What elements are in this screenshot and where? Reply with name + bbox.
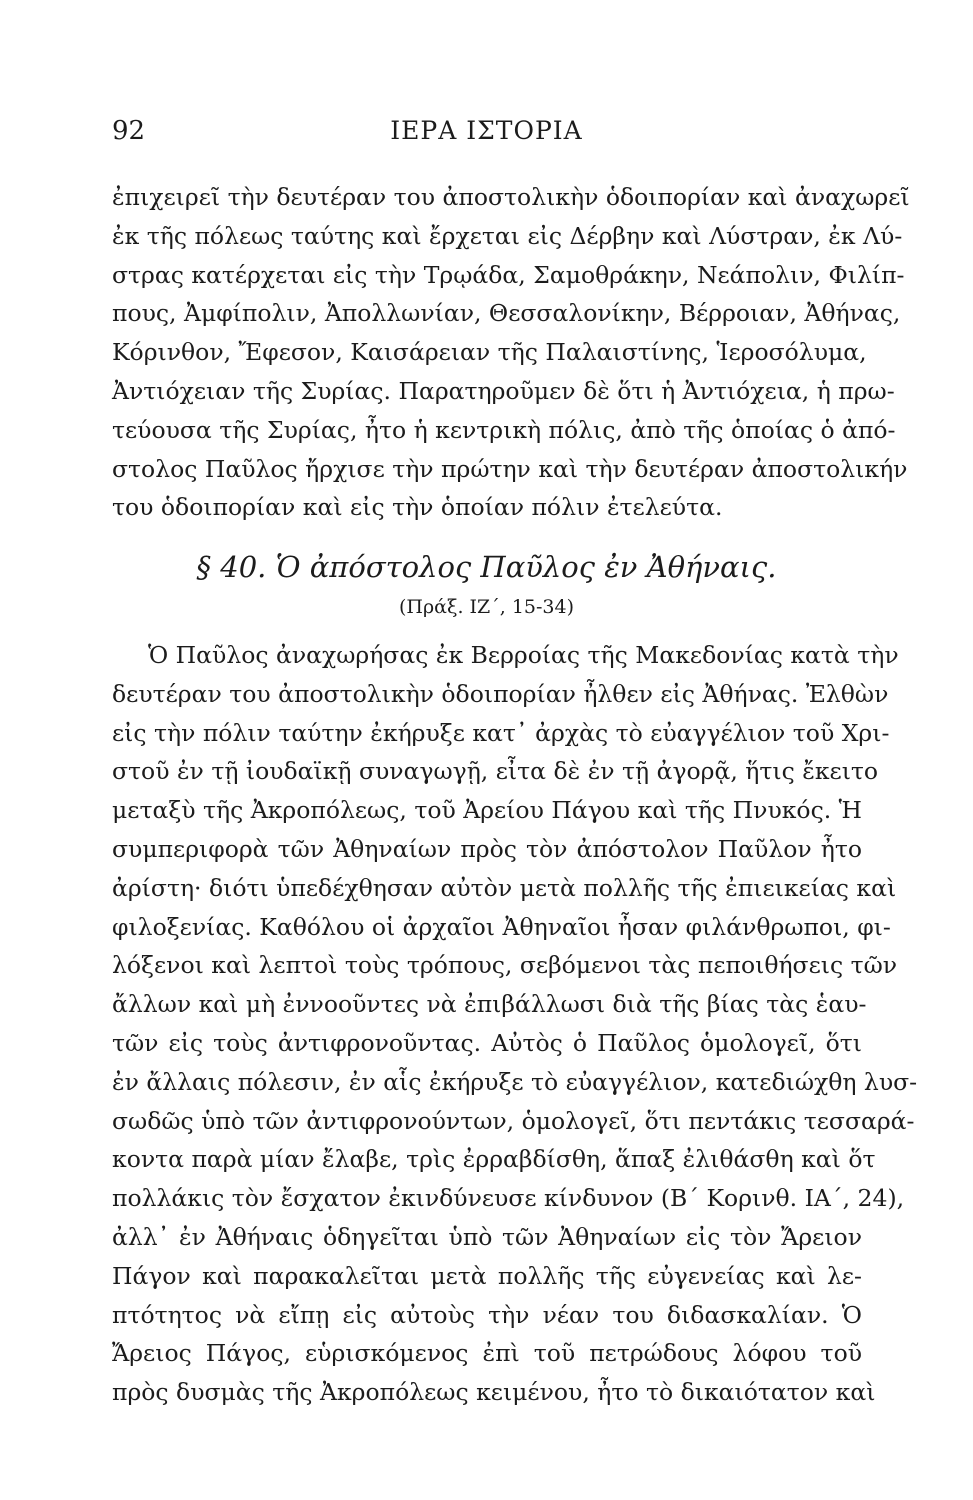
text-line: ἐκ τῆς πόλεως ταύτης καὶ ἔρχεται εἰς Δέρβην καὶ Λύστραν, ἐκ Λύ- bbox=[112, 221, 903, 250]
text-line: Κόρινθον, Ἔφεσον, Καισάρειαν τῆς Παλαιστίνης, Ἱεροσόλυμα, bbox=[112, 338, 867, 367]
text-line: πτότητος νὰ εἴπῃ εἰς αὐτοὺς τὴν νέαν του διδασκαλίαν. Ὁ bbox=[112, 1300, 862, 1329]
paragraph-2 bbox=[112, 636, 918, 1412]
text-line: Ὁ Παῦλος ἀναχωρήσας ἐκ Βερροίας τῆς Μακεδονίας κατὰ τὴν bbox=[148, 641, 899, 669]
page-header bbox=[0, 116, 973, 156]
text-line: λόξενοι καὶ λεπτοὶ τοὺς τρόπους, σεβόμενοι τὰς πεποιθήσεις τῶν bbox=[112, 951, 898, 980]
text-line: πους, Ἀμφίπολιν, Ἀπολλωνίαν, Θεσσαλονίκην, Βέρροιαν, Ἀθήνας, bbox=[112, 299, 901, 328]
text-line: τεύουσα τῆς Συρίας, ἦτο ἡ κεντρικὴ πόλις, ἀπὸ τῆς ὁποίας ὁ ἀπό- bbox=[112, 415, 896, 444]
text-line: Πάγον καὶ παρακαλεῖται μετὰ πολλῆς τῆς εὐγενείας καὶ λε- bbox=[112, 1261, 862, 1290]
text-line: εἰς τὴν πόλιν ταύτην ἐκήρυξε κατ᾽ ἀρχὰς τὸ εὐαγγέλιον τοῦ Χρι- bbox=[112, 718, 890, 747]
section-reference: (Πράξ. ΙΖ΄, 15-34) bbox=[399, 596, 574, 618]
text-line: Ἀντιόχειαν τῆς Συρίας. Παρατηροῦμεν δὲ ὅτι ἡ Ἀντιόχεια, ἡ πρω- bbox=[112, 376, 895, 405]
text-line: ἄλλων καὶ μὴ ἐννοοῦντες νὰ ἐπιβάλλωσι διὰ τῆς βίας τὰς ἑαυ- bbox=[112, 990, 867, 1019]
text-line: ἀρίστη· διότι ὑπεδέχθησαν αὐτὸν μετὰ πολλῆς τῆς ἐπιεικείας καὶ bbox=[112, 873, 897, 902]
text-line: Ἄρειος Πάγος, εὑρισκόμενος ἐπὶ τοῦ πετρώδους λόφου τοῦ bbox=[112, 1339, 862, 1368]
text-line: πολλάκις τὸν ἔσχατον ἐκινδύνευσε κίνδυνον (Β΄ Κορινθ. ΙΑ΄, 24), bbox=[112, 1184, 905, 1213]
text-line: στρας κατέρχεται εἰς τὴν Τρῳάδα, Σαμοθράκην, Νεάπολιν, Φιλίπ- bbox=[112, 260, 905, 289]
page-number: 92 bbox=[112, 116, 146, 146]
text-line: συμπεριφορὰ τῶν Ἀθηναίων πρὸς τὸν ἀπόστολον Παῦλον ἦτο bbox=[112, 834, 862, 863]
text-line: στολος Παῦλος ἤρχισε τὴν πρώτην καὶ τὴν δευτέραν ἀποστολικήν bbox=[112, 454, 908, 483]
text-line: ἐν ἄλλαις πόλεσιν, ἐν αἷς ἐκήρυξε τὸ εὐαγγέλιον, κατεδιώχθη λυσ- bbox=[112, 1067, 918, 1096]
paragraph-1 bbox=[112, 178, 910, 527]
text-line: φιλοξενίας. Καθόλου οἱ ἀρχαῖοι Ἀθηναῖοι ἦσαν φιλάνθρωποι, φι- bbox=[112, 912, 891, 941]
text-line: πρὸς δυσμὰς τῆς Ἀκροπόλεως κειμένου, ἦτο τὸ δικαιότατον καὶ bbox=[112, 1378, 876, 1407]
text-line: ἀλλ᾽ ἐν Ἀθήναις ὁδηγεῖται ὑπὸ τῶν Ἀθηναίων εἰς τὸν Ἄρειον bbox=[112, 1222, 862, 1251]
text-line: στοῦ ἐν τῇ ἰουδαϊκῇ συναγωγῇ, εἶτα δὲ ἐν τῇ ἀγορᾷ, ἥτις ἔκειτο bbox=[112, 757, 879, 786]
text-line: σωδῶς ὑπὸ τῶν ἀντιφρονούντων, ὁμολογεῖ, ὅτι πεντάκις τεσσαρά- bbox=[112, 1106, 915, 1135]
text-line: κοντα παρὰ μίαν ἔλαβε, τρὶς ἐρραβδίσθη, ἅπαξ ἐλιθάσθη καὶ ὅτ bbox=[112, 1145, 876, 1174]
section-title: § 40. Ὁ ἀπόστολος Παῦλος ἐν Ἀθήναις. bbox=[196, 550, 777, 584]
text-line: του ὁδοιπορίαν καὶ εἰς τὴν ὁποίαν πόλιν ἐτελεύτα. bbox=[112, 493, 723, 522]
running-title: ΙΕΡΑ ΙΣΤΟΡΙΑ bbox=[390, 116, 583, 145]
text-line: μεταξὺ τῆς Ἀκροπόλεως, τοῦ Ἀρείου Πάγου καὶ τῆς Πνυκός. Ἡ bbox=[112, 796, 862, 825]
text-line: τῶν εἰς τοὺς ἀντιφρονοῦντας. Αὐτὸς ὁ Παῦλος ὁμολογεῖ, ὅτι bbox=[112, 1028, 862, 1057]
text-line: δευτέραν του ἀποστολικὴν ὁδοιπορίαν ἦλθεν εἰς Ἀθήνας. Ἐλθὼν bbox=[112, 679, 889, 708]
text-line: ἐπιχειρεῖ τὴν δευτέραν του ἀποστολικὴν ὁδοιπορίαν καὶ ἀναχωρεῖ bbox=[112, 183, 910, 211]
